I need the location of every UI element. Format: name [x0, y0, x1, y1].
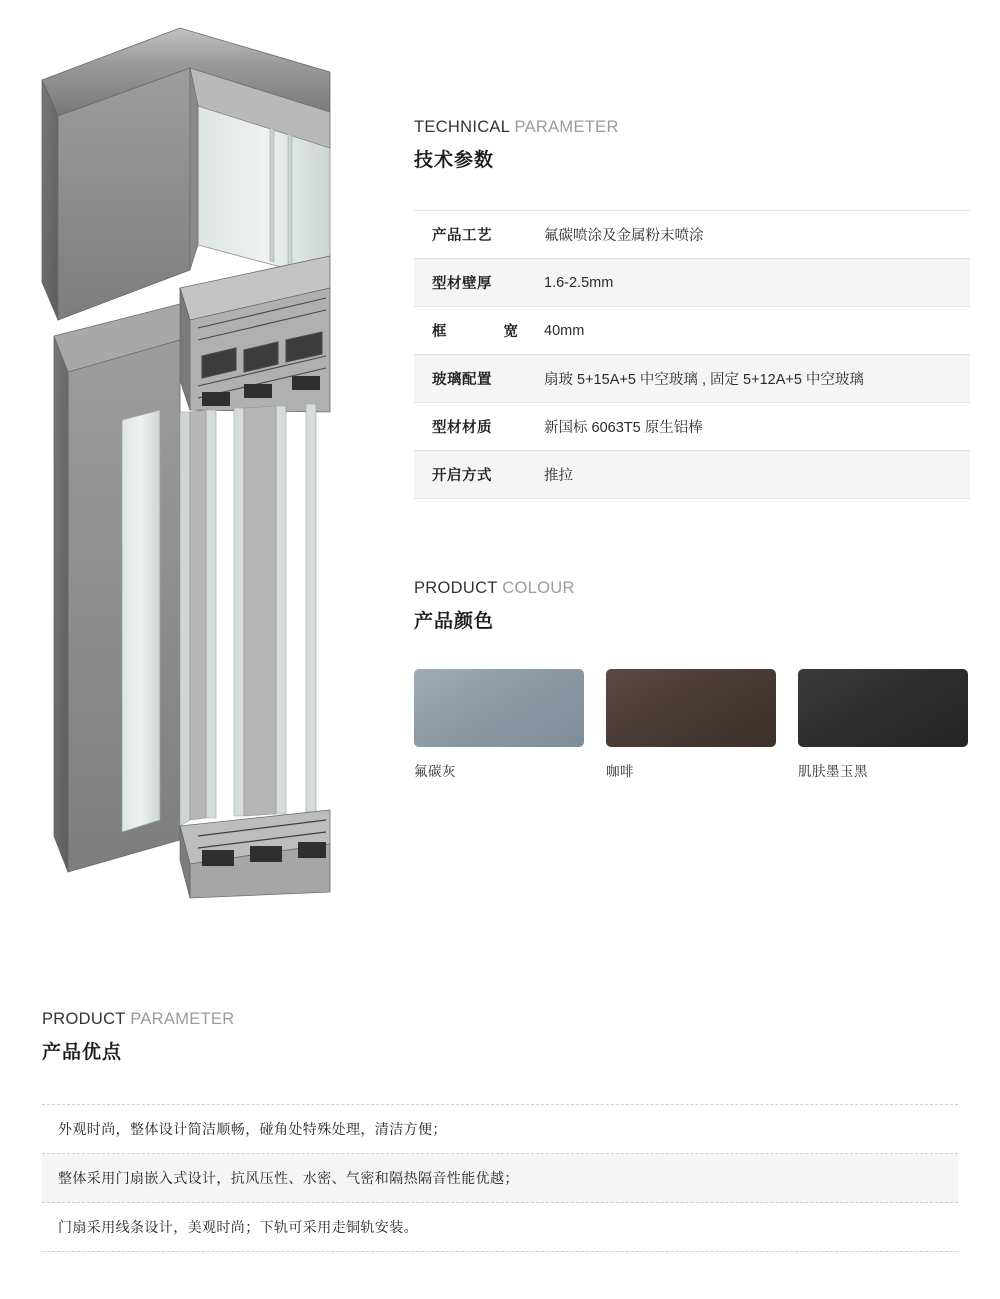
- technical-heading-en-strong: TECHNICAL: [414, 118, 510, 136]
- spec-key: [414, 307, 544, 355]
- colour-swatch-coffee: [606, 669, 776, 747]
- colour-swatch-item: [414, 669, 584, 780]
- list-item: 外观时尚，整体设计简洁顺畅，碰角处特殊处理，清洁方便；: [42, 1105, 958, 1154]
- colour-swatch-label: 咖啡: [606, 764, 634, 779]
- product-colour-section: [414, 579, 970, 780]
- technical-heading-en: [414, 118, 970, 137]
- spec-key-text: 框 宽: [432, 324, 518, 340]
- product-profile-image: [30, 20, 380, 900]
- product-parameter-heading-en: [42, 1010, 958, 1029]
- spec-value: 40mm: [544, 322, 585, 339]
- list-item: 门扇采用线条设计，美观时尚；下轨可采用走铜轨安装。: [42, 1203, 958, 1252]
- spec-key: 型材壁厚: [432, 276, 492, 292]
- advantage-list: [42, 1104, 958, 1252]
- table-row: [414, 451, 970, 499]
- product-parameter-heading-en-strong: PRODUCT: [42, 1010, 126, 1028]
- spec-value: 扇玻 5+15A+5 中空玻璃 , 固定 5+12A+5 中空玻璃: [544, 372, 864, 388]
- spec-key: 玻璃配置: [432, 372, 492, 388]
- table-row: [414, 211, 970, 259]
- table-row: [414, 259, 970, 307]
- spec-key: 开启方式: [432, 468, 492, 484]
- spec-value: 氟碳喷涂及金属粉末喷涂: [544, 228, 704, 244]
- spec-value: 推拉: [544, 468, 573, 484]
- right-column: [414, 118, 970, 780]
- colour-swatch-label: 肌肤墨玉黑: [798, 764, 868, 779]
- spec-table: [414, 210, 970, 499]
- colour-swatch-black: [798, 669, 968, 747]
- product-parameter-heading-cn: 产品优点: [42, 1042, 123, 1063]
- colour-heading-en-light: COLOUR: [502, 579, 575, 597]
- technical-parameter-section: [414, 118, 970, 499]
- bottom-rail-section: [180, 810, 330, 898]
- spec-key: 产品工艺: [432, 228, 492, 244]
- middle-rail-section: [180, 256, 330, 412]
- table-row: [414, 355, 970, 403]
- table-row: [414, 307, 970, 355]
- colour-heading-cn: 产品颜色: [414, 611, 495, 632]
- spec-key: 型材材质: [432, 420, 492, 436]
- profile-illustration: [30, 20, 380, 900]
- colour-heading-en-strong: PRODUCT: [414, 579, 498, 597]
- spec-value: 1.6-2.5mm: [544, 274, 614, 291]
- technical-heading-cn: 技术参数: [414, 150, 495, 171]
- colour-swatch-row: [414, 669, 970, 780]
- spec-value: 新国标 6063T5 原生铝棒: [544, 420, 703, 436]
- colour-heading-en: [414, 579, 970, 598]
- product-parameter-section: [42, 1010, 958, 1252]
- colour-swatch-item: [606, 669, 776, 780]
- colour-swatch-grey: [414, 669, 584, 747]
- list-item: 整体采用门扇嵌入式设计，抗风压性、水密、气密和隔热隔音性能优越；: [42, 1154, 958, 1203]
- colour-swatch-item: [798, 669, 968, 780]
- product-parameter-heading-en-light: PARAMETER: [130, 1010, 235, 1028]
- technical-heading-en-light: PARAMETER: [514, 118, 619, 136]
- table-row: [414, 403, 970, 451]
- colour-swatch-label: 氟碳灰: [414, 764, 456, 779]
